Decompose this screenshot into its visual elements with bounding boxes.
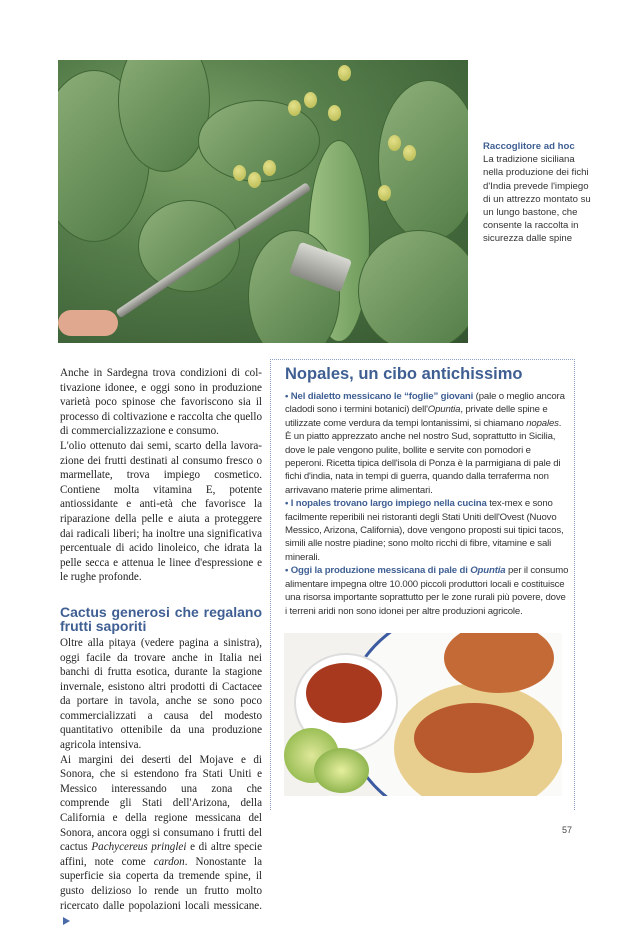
prickly-pear-harvest-photo	[58, 60, 468, 343]
nopales-tacos-photo	[284, 633, 562, 796]
page-number: 57	[562, 825, 573, 835]
box-item: • Nel dialetto messicano le “foglie” giovani (pale o meglio ancora cladodi sono i termini botanici) dell'Opuntia, private delle spine e utilizzate come verdura da tempi lontanissimi, si chiamano nopales. È un piatto apprezzato anche nel nostro Sud, soprattutto in Sicilia, dove le pale vengono pulite, bollite e servite con pomodori e peperoni. Ricetta tipica dell'isola di Ponza è la parmigiana di pale di fichi d'india, nata in tempi di guerra, quando dalla terraferma non arrivavano materie prime alimentari.	[285, 391, 565, 496]
box-item: • I nopales trovano largo impiego nella cucina tex-mex e sono facilmente reperibili nei ristoranti degli Stati Uniti dell'Ovest (Nuovo Messico, Arizona, California), dove vengono proposti sui tipici tacos, simili alle nostre piadine; sono molto ricchi di fibre, vitamine e sali minerali.	[285, 498, 564, 563]
box-title: Nopales, un cibo antichissimo	[285, 365, 523, 383]
continue-arrow-icon	[63, 917, 70, 925]
box-item: • Oggi la produzione messicana di pale di Opuntia per il consumo alimentare impegna oltre 10.000 piccoli produttori locali e costituisce una risorsa importante soprattutto per le zone rurali più povere, dove i terreni aridi non sono idonei per altre produzioni agricole.	[285, 565, 569, 617]
caption-title: Raccoglitore ad hoc	[483, 141, 575, 152]
left-article-column	[60, 366, 262, 928]
paragraph: Anche in Sardegna trova condizioni di coltivazione idonee, e oggi sono in produzione varietà poco spinose che favoriscono sia il processo di coltivazione e raccolta che quello di commercializzazione e consumo.	[60, 367, 262, 438]
section-heading: Cactus generosi che regalano frutti saporiti	[60, 603, 262, 635]
paragraph: L'olio ottenuto dai semi, scarto della lavorazione dei frutti destinati al consumo fresco o marmellate, trova impiego cosmetico. Contiene molta vitamina E, potente antiossidante e anti-età che favorisce la riparazione della pelle e aiuta a proteggere dai radicali liberi; ha inoltre una significativa percentuale di acido linoleico, che idrata la pelle secca e attenua le linee d'espressione e le rughe profonde.	[60, 439, 262, 584]
paragraph: Ai margini dei deserti del Mojave e di Sonora, che si estendono fra Stati Uniti e Messico interessando una zona che comprende gli Stati dell'Arizona, della California e della regione messicana del Sonora, ancora oggi si consumano i frutti del cactus Pachycereus pringlei e di altre specie affini, note come cardon. Nonostante la superficie sia coperta da tremende spine, il gusto delizioso lo rende un frutto molto ricercato dalle popolazioni locali messicane.	[60, 753, 262, 928]
caption-text: La tradizione siciliana nella produzione dei fichi d'India prevede l'impiego di un attrezzo montato su un lungo bastone, che consente la raccolta in sicurezza dalle spine	[483, 154, 591, 245]
paragraph: Oltre alla pitaya (vedere pagina a sinistra), oggi facile da trovare anche in Italia nei banchi di frutta esotica, durante la stagione invernale, esistono altri prodotti di Cactacee da portare in tavola, anche se sono poco commercializzati a causa del modesto quantitativo ottenibile da una produzione agricola intensiva.	[60, 636, 262, 752]
photo-caption	[483, 140, 593, 246]
